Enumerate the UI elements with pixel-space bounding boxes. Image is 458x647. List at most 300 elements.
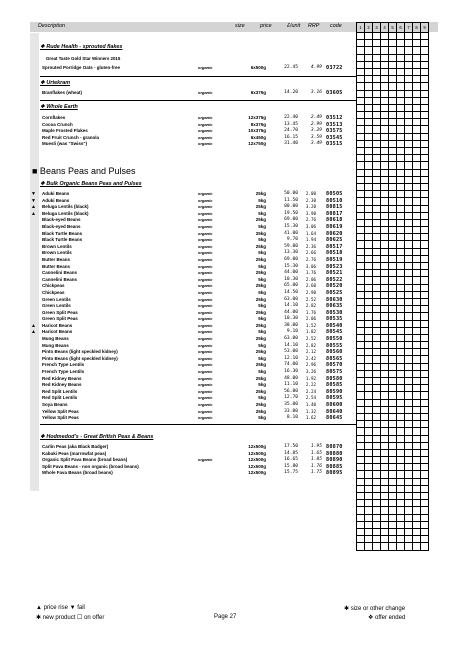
order-cell[interactable]: [373, 234, 381, 241]
order-cell[interactable]: [421, 68, 429, 75]
order-cell[interactable]: [397, 112, 405, 119]
order-cell[interactable]: [357, 500, 365, 507]
order-cell[interactable]: [373, 298, 381, 305]
order-cell[interactable]: [381, 148, 389, 155]
order-cell[interactable]: [357, 291, 365, 298]
order-cell[interactable]: [389, 90, 397, 97]
order-cell[interactable]: [405, 327, 413, 334]
order-cell[interactable]: [357, 277, 365, 284]
order-cell[interactable]: [405, 342, 413, 349]
order-cell[interactable]: [365, 370, 373, 377]
order-cell[interactable]: [397, 248, 405, 255]
order-cell[interactable]: [405, 413, 413, 420]
order-cell[interactable]: [413, 306, 421, 313]
order-cell[interactable]: [357, 162, 365, 169]
order-cell[interactable]: [413, 40, 421, 47]
order-cell[interactable]: [381, 112, 389, 119]
order-cell[interactable]: [373, 90, 381, 97]
order-cell[interactable]: [357, 155, 365, 162]
order-cell[interactable]: [397, 399, 405, 406]
order-cell[interactable]: [421, 543, 429, 550]
order-cell[interactable]: [357, 356, 365, 363]
order-cell[interactable]: [381, 155, 389, 162]
order-cell[interactable]: [421, 370, 429, 377]
order-cell[interactable]: [357, 370, 365, 377]
order-cell[interactable]: [413, 176, 421, 183]
order-cell[interactable]: [389, 205, 397, 212]
order-cell[interactable]: [365, 284, 373, 291]
order-cell[interactable]: [373, 536, 381, 543]
order-cell[interactable]: [397, 133, 405, 140]
order-cell[interactable]: [421, 356, 429, 363]
order-cell[interactable]: [421, 40, 429, 47]
order-cell[interactable]: [381, 320, 389, 327]
order-cell[interactable]: [373, 227, 381, 234]
order-cell[interactable]: [381, 191, 389, 198]
order-cell[interactable]: [365, 349, 373, 356]
order-cell[interactable]: [365, 442, 373, 449]
order-cell[interactable]: [421, 521, 429, 528]
order-cell[interactable]: [389, 298, 397, 305]
order-cell[interactable]: [365, 68, 373, 75]
order-cell[interactable]: [381, 68, 389, 75]
order-cell[interactable]: [357, 514, 365, 521]
order-cell[interactable]: [389, 284, 397, 291]
order-cell[interactable]: [413, 399, 421, 406]
order-cell[interactable]: [413, 478, 421, 485]
order-cell[interactable]: [373, 528, 381, 535]
order-cell[interactable]: [413, 349, 421, 356]
order-cell[interactable]: [421, 227, 429, 234]
order-cell[interactable]: [357, 241, 365, 248]
order-cell[interactable]: [365, 406, 373, 413]
order-cell[interactable]: [389, 478, 397, 485]
order-cell[interactable]: [421, 320, 429, 327]
order-cell[interactable]: [373, 521, 381, 528]
order-cell[interactable]: [405, 219, 413, 226]
order-cell[interactable]: [405, 406, 413, 413]
order-cell[interactable]: [389, 162, 397, 169]
order-cell[interactable]: [405, 471, 413, 478]
order-cell[interactable]: [357, 90, 365, 97]
order-cell[interactable]: [421, 399, 429, 406]
order-cell[interactable]: [373, 183, 381, 190]
order-cell[interactable]: [397, 219, 405, 226]
order-cell[interactable]: [413, 385, 421, 392]
order-cell[interactable]: [421, 212, 429, 219]
order-cell[interactable]: [421, 191, 429, 198]
order-cell[interactable]: [405, 277, 413, 284]
order-cell[interactable]: [413, 47, 421, 54]
order-cell[interactable]: [397, 90, 405, 97]
order-cell[interactable]: [381, 162, 389, 169]
order-cell[interactable]: [381, 449, 389, 456]
order-cell[interactable]: [365, 219, 373, 226]
order-cell[interactable]: [381, 392, 389, 399]
order-cell[interactable]: [365, 54, 373, 61]
order-cell[interactable]: [397, 176, 405, 183]
order-cell[interactable]: [405, 334, 413, 341]
order-cell[interactable]: [389, 61, 397, 68]
order-cell[interactable]: [365, 378, 373, 385]
order-cell[interactable]: [405, 385, 413, 392]
order-cell[interactable]: [397, 205, 405, 212]
order-cell[interactable]: [365, 521, 373, 528]
order-cell[interactable]: [373, 162, 381, 169]
order-cell[interactable]: [357, 97, 365, 104]
order-cell[interactable]: [357, 270, 365, 277]
order-cell[interactable]: [357, 68, 365, 75]
order-cell[interactable]: [397, 421, 405, 428]
order-cell[interactable]: [365, 205, 373, 212]
order-cell[interactable]: [421, 162, 429, 169]
order-cell[interactable]: [381, 500, 389, 507]
order-cell[interactable]: [357, 76, 365, 83]
order-cell[interactable]: [365, 83, 373, 90]
order-cell[interactable]: [413, 169, 421, 176]
order-cell[interactable]: [357, 227, 365, 234]
order-cell[interactable]: [365, 40, 373, 47]
order-cell[interactable]: [421, 536, 429, 543]
order-cell[interactable]: [389, 320, 397, 327]
order-cell[interactable]: [357, 83, 365, 90]
order-cell[interactable]: [397, 183, 405, 190]
order-cell[interactable]: [389, 457, 397, 464]
order-cell[interactable]: [365, 478, 373, 485]
order-cell[interactable]: [357, 126, 365, 133]
order-cell[interactable]: [357, 457, 365, 464]
order-cell[interactable]: [357, 212, 365, 219]
order-cell[interactable]: [413, 435, 421, 442]
order-cell[interactable]: [381, 284, 389, 291]
order-cell[interactable]: [421, 449, 429, 456]
order-cell[interactable]: [381, 514, 389, 521]
order-cell[interactable]: [365, 148, 373, 155]
order-cell[interactable]: [421, 198, 429, 205]
order-cell[interactable]: [373, 248, 381, 255]
order-cell[interactable]: [413, 205, 421, 212]
order-cell[interactable]: [381, 349, 389, 356]
order-cell[interactable]: [405, 507, 413, 514]
order-cell[interactable]: [357, 485, 365, 492]
order-cell[interactable]: [357, 363, 365, 370]
order-cell[interactable]: [381, 227, 389, 234]
order-cell[interactable]: [413, 83, 421, 90]
order-cell[interactable]: [381, 464, 389, 471]
order-cell[interactable]: [357, 112, 365, 119]
order-cell[interactable]: [357, 528, 365, 535]
order-cell[interactable]: [389, 428, 397, 435]
order-cell[interactable]: [389, 327, 397, 334]
order-cell[interactable]: [397, 521, 405, 528]
order-cell[interactable]: [389, 536, 397, 543]
order-cell[interactable]: [389, 40, 397, 47]
order-cell[interactable]: [373, 471, 381, 478]
order-cell[interactable]: [405, 270, 413, 277]
order-cell[interactable]: [421, 61, 429, 68]
order-cell[interactable]: [365, 162, 373, 169]
order-cell[interactable]: [397, 334, 405, 341]
order-cell[interactable]: [381, 378, 389, 385]
order-cell[interactable]: [389, 514, 397, 521]
order-cell[interactable]: [381, 291, 389, 298]
order-cell[interactable]: [365, 126, 373, 133]
order-cell[interactable]: [365, 112, 373, 119]
order-cell[interactable]: [373, 399, 381, 406]
order-cell[interactable]: [373, 406, 381, 413]
order-cell[interactable]: [389, 126, 397, 133]
order-cell[interactable]: [365, 363, 373, 370]
order-cell[interactable]: [357, 306, 365, 313]
order-cell[interactable]: [405, 442, 413, 449]
order-cell[interactable]: [405, 421, 413, 428]
order-cell[interactable]: [421, 119, 429, 126]
order-cell[interactable]: [357, 140, 365, 147]
order-cell[interactable]: [413, 485, 421, 492]
order-cell[interactable]: [397, 97, 405, 104]
order-cell[interactable]: [405, 528, 413, 535]
order-cell[interactable]: [357, 442, 365, 449]
order-cell[interactable]: [405, 47, 413, 54]
order-cell[interactable]: [405, 485, 413, 492]
order-cell[interactable]: [421, 47, 429, 54]
order-cell[interactable]: [373, 83, 381, 90]
order-cell[interactable]: [373, 385, 381, 392]
order-cell[interactable]: [389, 356, 397, 363]
order-cell[interactable]: [397, 148, 405, 155]
order-cell[interactable]: [373, 255, 381, 262]
order-cell[interactable]: [405, 306, 413, 313]
order-cell[interactable]: [389, 464, 397, 471]
order-cell[interactable]: [421, 392, 429, 399]
order-cell[interactable]: [373, 263, 381, 270]
order-cell[interactable]: [421, 428, 429, 435]
order-cell[interactable]: [365, 291, 373, 298]
order-cell[interactable]: [389, 449, 397, 456]
order-cell[interactable]: [405, 500, 413, 507]
order-cell[interactable]: [421, 528, 429, 535]
order-cell[interactable]: [381, 528, 389, 535]
order-cell[interactable]: [357, 536, 365, 543]
order-cell[interactable]: [381, 298, 389, 305]
order-cell[interactable]: [397, 40, 405, 47]
order-cell[interactable]: [373, 500, 381, 507]
order-cell[interactable]: [413, 291, 421, 298]
order-cell[interactable]: [405, 284, 413, 291]
order-cell[interactable]: [365, 413, 373, 420]
order-cell[interactable]: [413, 140, 421, 147]
order-cell[interactable]: [365, 507, 373, 514]
order-cell[interactable]: [365, 385, 373, 392]
order-cell[interactable]: [405, 33, 413, 40]
order-cell[interactable]: [373, 457, 381, 464]
order-cell[interactable]: [357, 298, 365, 305]
order-cell[interactable]: [381, 212, 389, 219]
order-cell[interactable]: [421, 313, 429, 320]
order-cell[interactable]: [357, 40, 365, 47]
order-cell[interactable]: [373, 277, 381, 284]
order-cell[interactable]: [389, 528, 397, 535]
order-cell[interactable]: [357, 183, 365, 190]
order-cell[interactable]: [389, 248, 397, 255]
order-cell[interactable]: [413, 298, 421, 305]
order-cell[interactable]: [413, 68, 421, 75]
order-cell[interactable]: [373, 140, 381, 147]
order-cell[interactable]: [381, 234, 389, 241]
order-cell[interactable]: [389, 342, 397, 349]
order-cell[interactable]: [365, 241, 373, 248]
order-cell[interactable]: [373, 507, 381, 514]
order-cell[interactable]: [397, 370, 405, 377]
order-cell[interactable]: [389, 435, 397, 442]
order-cell[interactable]: [365, 464, 373, 471]
order-cell[interactable]: [413, 464, 421, 471]
order-cell[interactable]: [413, 219, 421, 226]
order-cell[interactable]: [421, 104, 429, 111]
order-cell[interactable]: [389, 291, 397, 298]
order-cell[interactable]: [373, 61, 381, 68]
order-cell[interactable]: [389, 421, 397, 428]
order-cell[interactable]: [357, 478, 365, 485]
order-cell[interactable]: [397, 169, 405, 176]
order-cell[interactable]: [397, 126, 405, 133]
order-cell[interactable]: [405, 40, 413, 47]
order-cell[interactable]: [373, 313, 381, 320]
order-cell[interactable]: [389, 543, 397, 550]
order-cell[interactable]: [413, 90, 421, 97]
order-cell[interactable]: [381, 363, 389, 370]
order-cell[interactable]: [413, 442, 421, 449]
order-cell[interactable]: [381, 133, 389, 140]
order-cell[interactable]: [357, 435, 365, 442]
order-cell[interactable]: [389, 270, 397, 277]
order-cell[interactable]: [405, 428, 413, 435]
order-cell[interactable]: [405, 392, 413, 399]
order-cell[interactable]: [357, 320, 365, 327]
order-cell[interactable]: [365, 327, 373, 334]
order-cell[interactable]: [381, 413, 389, 420]
order-cell[interactable]: [397, 54, 405, 61]
order-cell[interactable]: [405, 183, 413, 190]
order-cell[interactable]: [413, 270, 421, 277]
order-cell[interactable]: [389, 83, 397, 90]
order-cell[interactable]: [397, 83, 405, 90]
order-cell[interactable]: [389, 399, 397, 406]
order-cell[interactable]: [357, 54, 365, 61]
order-cell[interactable]: [381, 205, 389, 212]
order-cell[interactable]: [365, 76, 373, 83]
order-cell[interactable]: [421, 457, 429, 464]
order-cell[interactable]: [389, 212, 397, 219]
order-cell[interactable]: [389, 507, 397, 514]
order-cell[interactable]: [397, 270, 405, 277]
order-cell[interactable]: [421, 306, 429, 313]
order-cell[interactable]: [381, 90, 389, 97]
order-cell[interactable]: [365, 457, 373, 464]
order-cell[interactable]: [397, 536, 405, 543]
order-cell[interactable]: [381, 47, 389, 54]
order-cell[interactable]: [397, 234, 405, 241]
order-cell[interactable]: [381, 457, 389, 464]
order-cell[interactable]: [373, 76, 381, 83]
order-cell[interactable]: [389, 392, 397, 399]
order-cell[interactable]: [365, 471, 373, 478]
order-cell[interactable]: [405, 349, 413, 356]
order-cell[interactable]: [365, 227, 373, 234]
order-cell[interactable]: [381, 61, 389, 68]
order-cell[interactable]: [397, 68, 405, 75]
order-cell[interactable]: [413, 370, 421, 377]
order-cell[interactable]: [421, 126, 429, 133]
order-cell[interactable]: [365, 392, 373, 399]
order-cell[interactable]: [357, 413, 365, 420]
order-cell[interactable]: [421, 33, 429, 40]
order-cell[interactable]: [381, 169, 389, 176]
order-cell[interactable]: [421, 291, 429, 298]
order-cell[interactable]: [365, 255, 373, 262]
order-cell[interactable]: [373, 306, 381, 313]
order-cell[interactable]: [381, 104, 389, 111]
order-cell[interactable]: [381, 241, 389, 248]
order-cell[interactable]: [381, 327, 389, 334]
order-cell[interactable]: [365, 140, 373, 147]
order-cell[interactable]: [389, 234, 397, 241]
order-cell[interactable]: [389, 471, 397, 478]
order-cell[interactable]: [421, 334, 429, 341]
order-cell[interactable]: [389, 119, 397, 126]
order-cell[interactable]: [413, 500, 421, 507]
order-cell[interactable]: [413, 363, 421, 370]
order-cell[interactable]: [421, 97, 429, 104]
order-cell[interactable]: [397, 104, 405, 111]
order-cell[interactable]: [397, 485, 405, 492]
order-cell[interactable]: [381, 119, 389, 126]
order-cell[interactable]: [389, 219, 397, 226]
order-cell[interactable]: [373, 421, 381, 428]
order-cell[interactable]: [405, 104, 413, 111]
order-cell[interactable]: [421, 83, 429, 90]
order-cell[interactable]: [405, 176, 413, 183]
order-cell[interactable]: [413, 543, 421, 550]
order-cell[interactable]: [413, 104, 421, 111]
order-cell[interactable]: [405, 478, 413, 485]
order-cell[interactable]: [381, 248, 389, 255]
order-cell[interactable]: [357, 61, 365, 68]
order-cell[interactable]: [373, 442, 381, 449]
order-cell[interactable]: [365, 212, 373, 219]
order-cell[interactable]: [365, 47, 373, 54]
order-cell[interactable]: [397, 413, 405, 420]
order-cell[interactable]: [373, 413, 381, 420]
order-cell[interactable]: [405, 298, 413, 305]
order-cell[interactable]: [405, 61, 413, 68]
order-cell[interactable]: [421, 478, 429, 485]
order-cell[interactable]: [381, 521, 389, 528]
order-cell[interactable]: [421, 169, 429, 176]
order-cell[interactable]: [397, 291, 405, 298]
order-cell[interactable]: [397, 61, 405, 68]
order-cell[interactable]: [389, 112, 397, 119]
order-cell[interactable]: [421, 435, 429, 442]
order-cell[interactable]: [421, 277, 429, 284]
order-cell[interactable]: [357, 521, 365, 528]
order-cell[interactable]: [357, 205, 365, 212]
order-cell[interactable]: [413, 449, 421, 456]
order-cell[interactable]: [357, 507, 365, 514]
order-cell[interactable]: [405, 169, 413, 176]
order-cell[interactable]: [405, 133, 413, 140]
order-cell[interactable]: [397, 306, 405, 313]
